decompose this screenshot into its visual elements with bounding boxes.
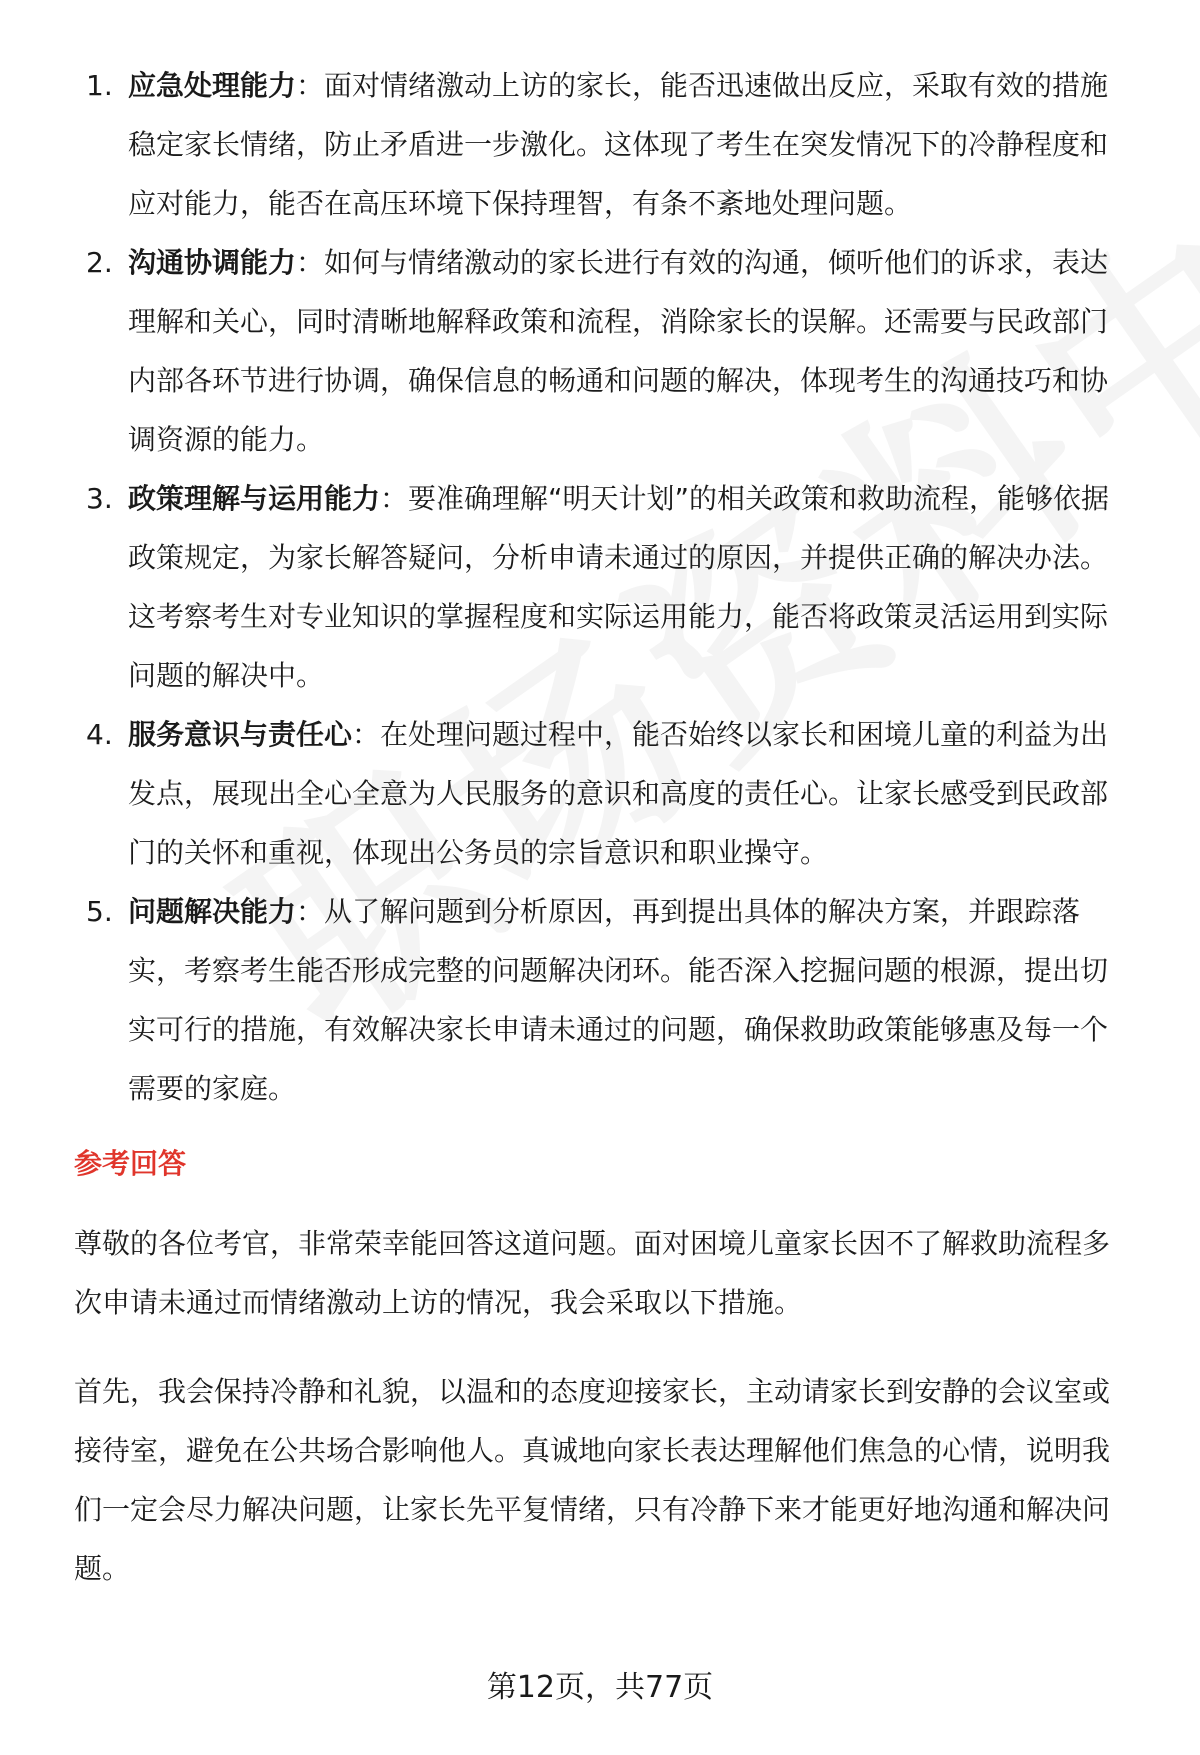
- list-number: 4.: [86, 718, 113, 751]
- list-text: ：在处理问题过程中，能否始终以家长和困境儿童的利益为出发点，展现出全心全意为人民服务的意识和高度的责任心。让家长感受到民政部门的关怀和重视，体现出公务员的宗旨意识和职业操守。: [128, 718, 1109, 869]
- list-text: ：要准确理解“明天计划”的相关政策和救助流程，能够依据政策规定，为家长解答疑问，分析申请未通过的原因，并提供正确的解决办法。这考察考生对专业知识的掌握程度和实际运用能力，能否将政策灵活运用到实际问题的解决中。: [128, 482, 1110, 692]
- list-term: 政策理解与运用能力: [128, 482, 381, 515]
- page-number: 第12页，共77页: [486, 1670, 714, 1705]
- list-text: ：面对情绪激动上访的家长，能否迅速做出反应，采取有效的措施稳定家长情绪，防止矛盾进一步激化。这体现了考生在突发情况下的冷静程度和应对能力，能否在高压环境下保持理智，有条不紊地处理问题。: [128, 69, 1109, 220]
- list-term: 问题解决能力: [128, 895, 297, 928]
- list-number: 3.: [86, 482, 113, 515]
- list-item: [74, 882, 1134, 1118]
- list-item: [74, 705, 1134, 882]
- list-number: 2.: [86, 246, 113, 279]
- list-term: 沟通协调能力: [128, 246, 297, 279]
- document-body: [74, 56, 1134, 1626]
- list-item: [74, 56, 1134, 233]
- list-number: 1.: [86, 69, 113, 102]
- list-item: [74, 469, 1134, 705]
- list-item: [74, 233, 1134, 469]
- list-term: 服务意识与责任心: [128, 718, 353, 751]
- list-number: 5.: [86, 895, 113, 928]
- section-heading: 参考回答: [74, 1147, 187, 1180]
- list-term: 应急处理能力: [128, 69, 297, 102]
- ability-list: [74, 56, 1134, 1118]
- list-text: ：从了解问题到分析原因，再到提出具体的解决方案，并跟踪落实，考察考生能否形成完整的问题解决闭环。能否深入挖掘问题的根源，提出切实可行的措施，有效解决家长申请未通过的问题，确保救助政策能够惠及每一个需要的家庭。: [128, 895, 1109, 1105]
- list-text: ：如何与情绪激动的家长进行有效的沟通，倾听他们的诉求，表达理解和关心，同时清晰地解释政策和流程，消除家长的误解。还需要与民政部门内部各环节进行协调，确保信息的畅通和问题的解决，体现考生的沟通技巧和协调资源的能力。: [128, 246, 1109, 456]
- answer-paragraph: 首先，我会保持冷静和礼貌，以温和的态度迎接家长，主动请家长到安静的会议室或接待室，避免在公共场合影响他人。真诚地向家长表达理解他们焦急的心情，说明我们一定会尽力解决问题，让家长先平复情绪，只有冷静下来才能更好地沟通和解决问题。: [74, 1375, 1111, 1585]
- answer-paragraph: 尊敬的各位考官，非常荣幸能回答这道问题。面对困境儿童家长因不了解救助流程多次申请未通过而情绪激动上访的情况，我会采取以下措施。: [74, 1227, 1111, 1319]
